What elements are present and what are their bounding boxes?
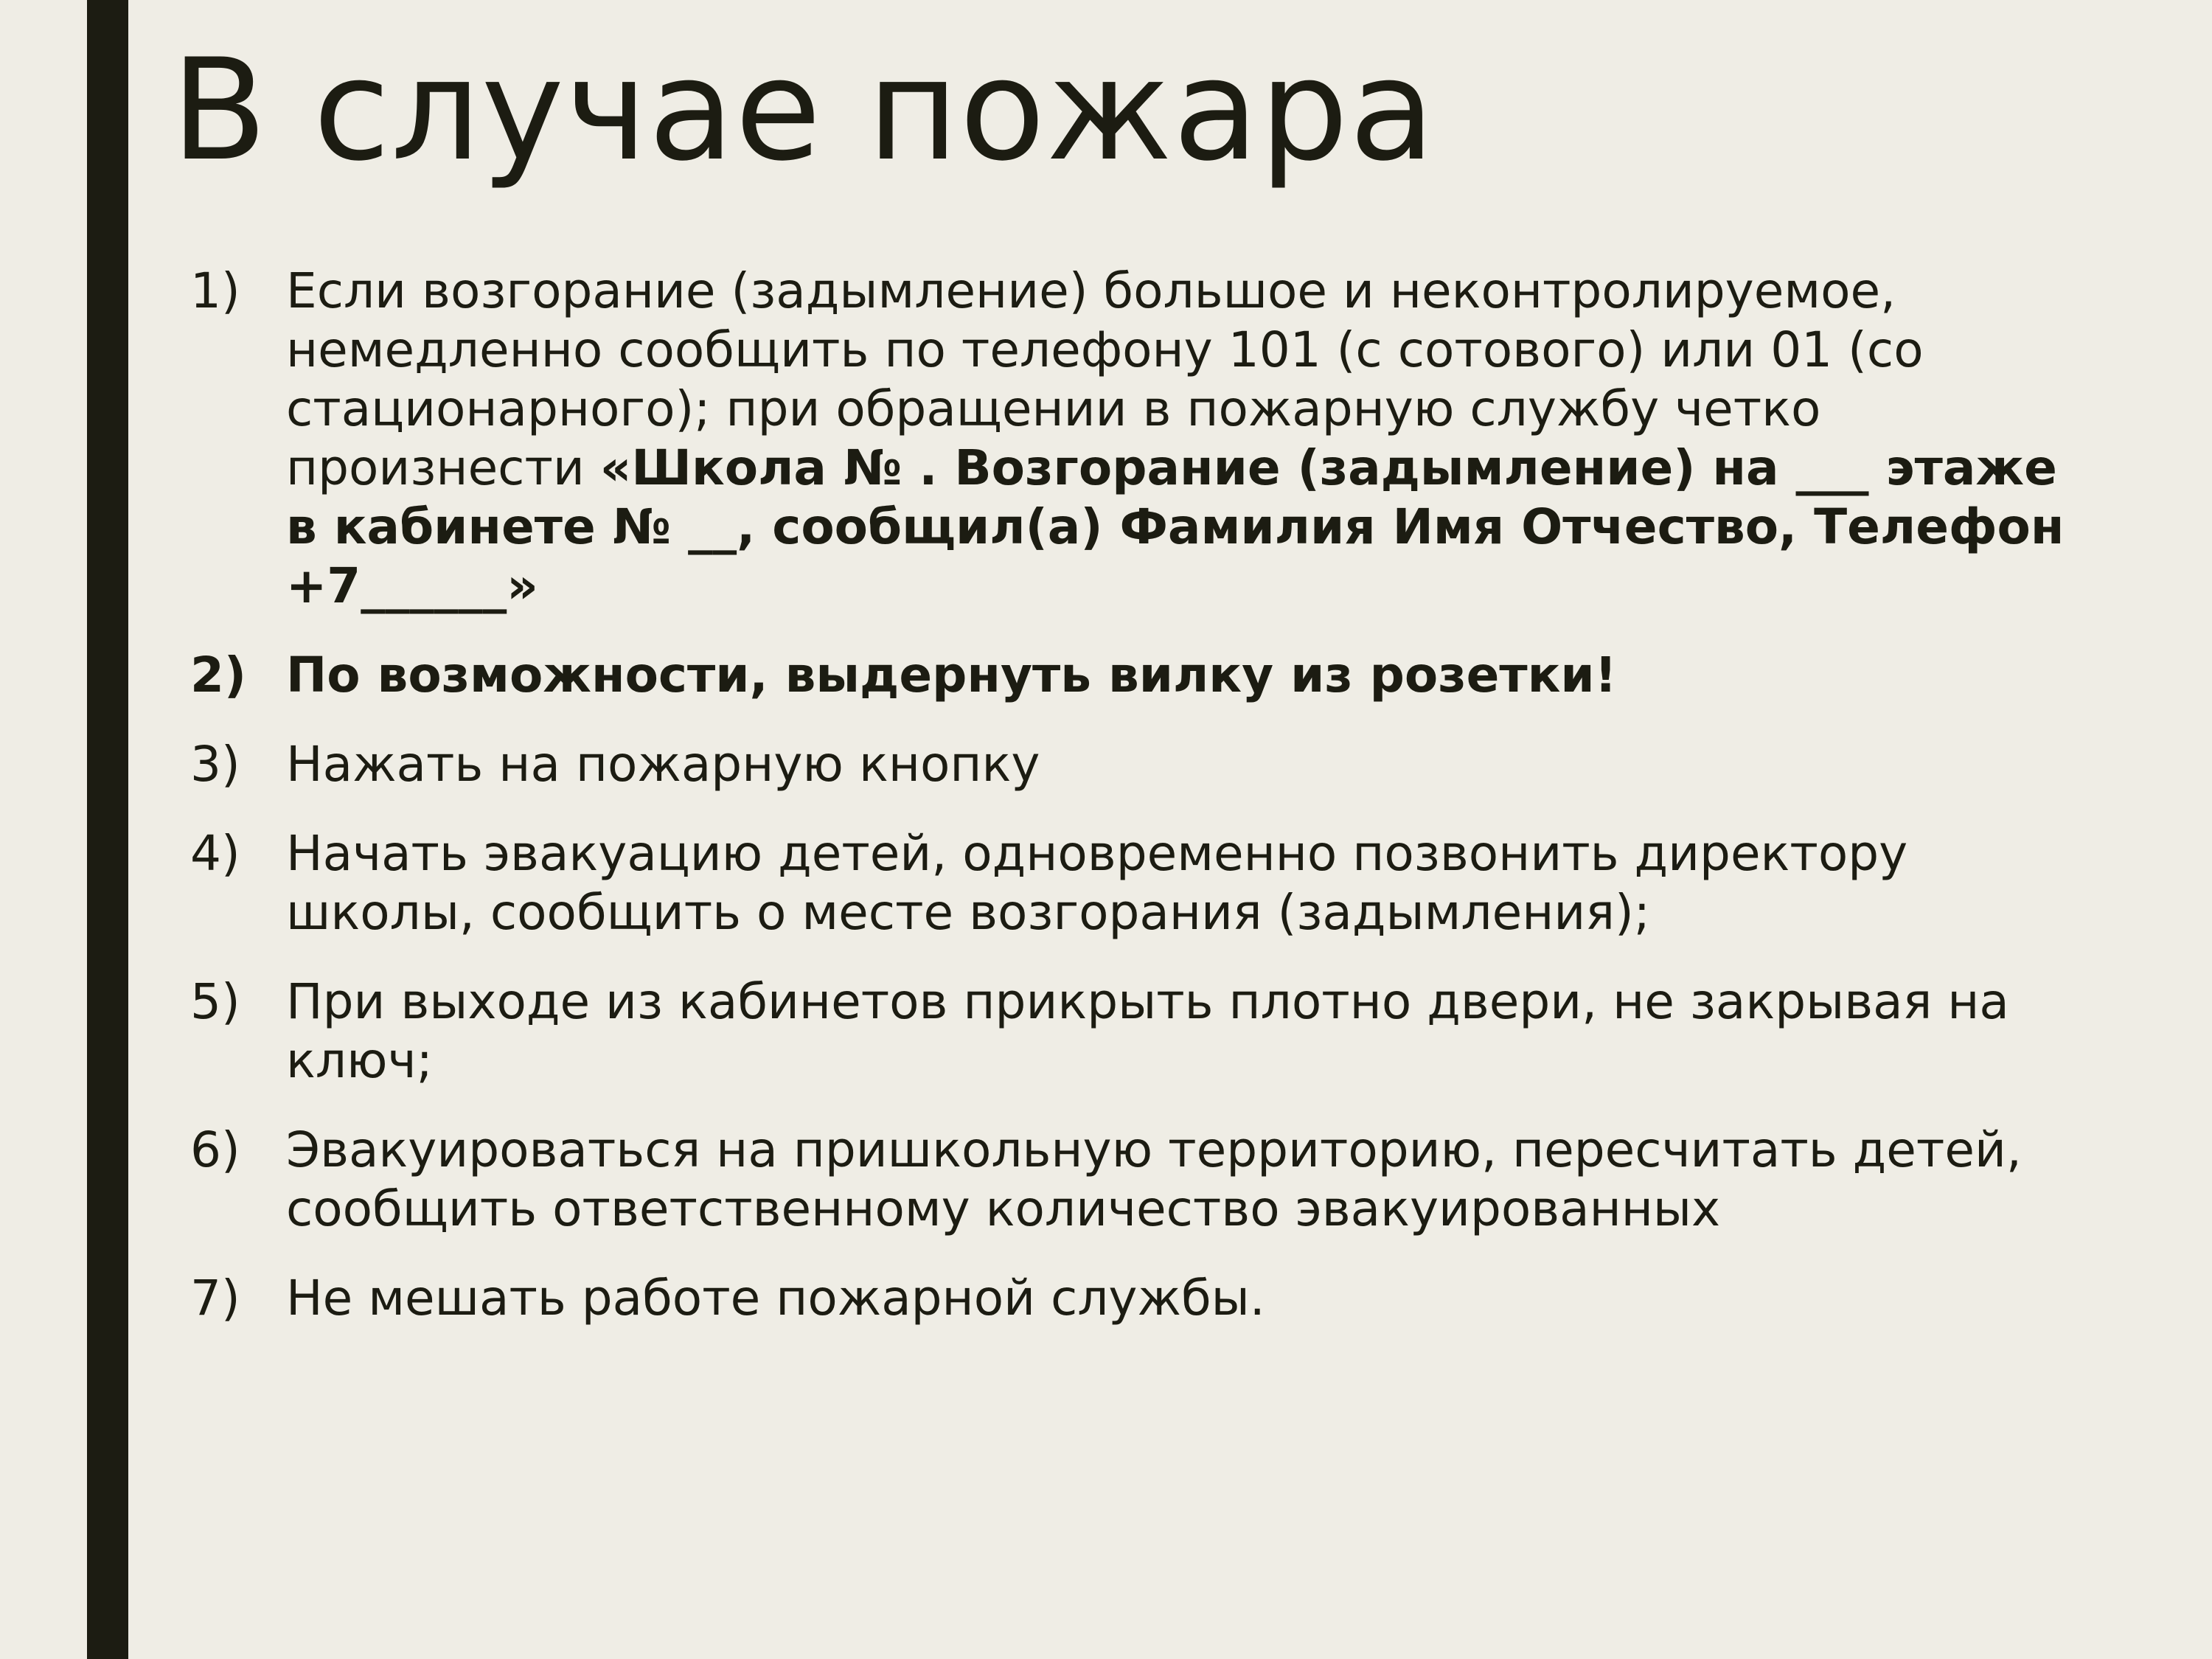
list-item-number: 5) — [190, 973, 240, 1030]
slide-title: В случае пожара — [171, 29, 1436, 192]
accent-bar — [87, 0, 128, 1659]
list-item — [190, 735, 2078, 794]
list-item-number: 7) — [190, 1270, 240, 1326]
list-item-text: Начать эвакуацию детей, одновременно позвонить директору школы, сообщить о месте возгорания (задымления); — [286, 825, 1908, 941]
list-item — [190, 824, 2078, 942]
list-item-text: Нажать на пожарную кнопку — [286, 736, 1040, 793]
list-item — [190, 973, 2078, 1091]
list-item — [190, 1269, 2078, 1328]
instruction-list — [190, 262, 2078, 1358]
list-item-text: При выходе из кабинетов прикрыть плотно двери, не закрывая на ключ; — [286, 973, 2009, 1089]
list-item — [190, 262, 2078, 616]
list-item-number: 4) — [190, 825, 240, 882]
list-item-text: По возможности, выдернуть вилку из розетки! — [286, 647, 1617, 703]
list-item-bold-text: «Школа № . Возгорание (задымление) на ___ этаже в кабинете № __, сообщил(а) Фамилия Имя Отчество, Телефон +7______» — [286, 439, 2065, 614]
list-item-text: Не мешать работе пожарной службы. — [286, 1270, 1265, 1326]
list-item-number: 6) — [190, 1121, 240, 1178]
list-item — [190, 646, 2078, 705]
list-item-number: 3) — [190, 736, 240, 793]
list-item — [190, 1121, 2078, 1239]
list-item-text: Если возгорание (задымление) большое и неконтролируемое, немедленно сообщить по телефону 101 (с сотового) или 01 (со стационарного); при обращении в пожарную службу четко произнести — [286, 262, 1924, 496]
list-item-number: 1) — [190, 262, 240, 319]
list-item-number: 2) — [190, 647, 247, 703]
list-item-text: Эвакуироваться на пришкольную территорию, пересчитать детей, сообщить ответственному количество эвакуированных — [286, 1121, 2022, 1237]
